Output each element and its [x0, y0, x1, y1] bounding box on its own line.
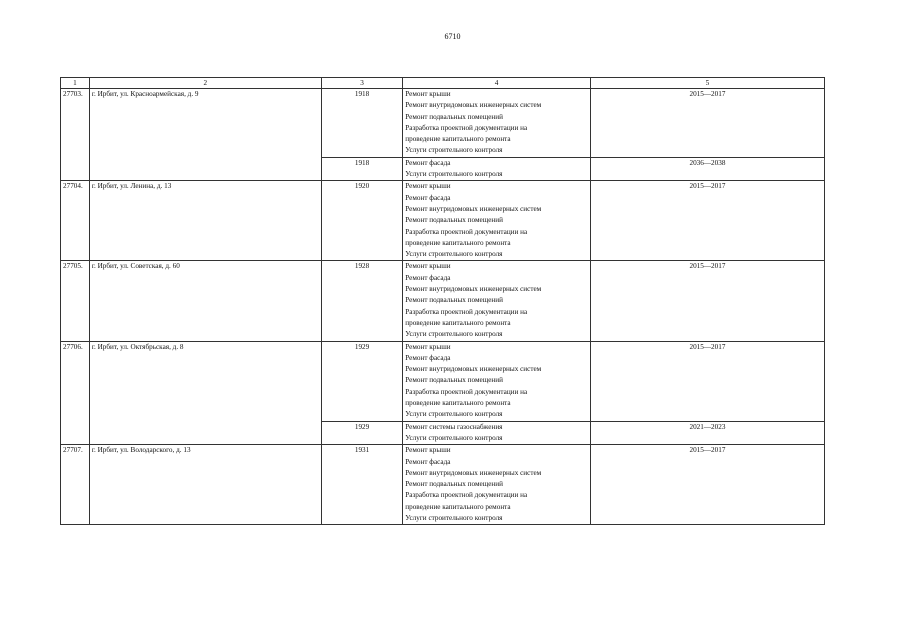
- work-item: Ремонт подвальных помещений: [405, 480, 503, 489]
- repair-period: 2036—2038: [590, 157, 824, 181]
- repair-period: 2015—2017: [590, 445, 824, 525]
- column-header: 2: [89, 78, 321, 89]
- work-item: Разработка проектной документации на: [405, 387, 528, 396]
- repair-schedule-table: [60, 77, 825, 525]
- work-item: Разработка проектной документации на: [405, 307, 528, 316]
- entry-number: 27703.: [61, 89, 90, 181]
- work-item: проведение капитального ремонта: [405, 399, 511, 408]
- build-year: 1928: [321, 261, 402, 341]
- entry-address: г. Ирбит, ул. Советская, д. 60: [89, 261, 321, 341]
- work-item: Услуги строительного контроля: [405, 330, 503, 339]
- column-header: 3: [321, 78, 402, 89]
- work-item: проведение капитального ремонта: [405, 318, 511, 327]
- works-list: [403, 181, 591, 261]
- work-item: Ремонт подвальных помещений: [405, 112, 503, 121]
- work-item: Ремонт внутридомовых инженерных систем: [405, 365, 542, 374]
- build-year: 1920: [321, 181, 402, 261]
- work-item: Ремонт крыши: [405, 182, 451, 191]
- column-header: 1: [61, 78, 90, 89]
- entry-number: 27707.: [61, 445, 90, 525]
- work-item: Ремонт внутридомовых инженерных систем: [405, 204, 542, 213]
- work-item: Ремонт крыши: [405, 342, 451, 351]
- entry-number: 27705.: [61, 261, 90, 341]
- work-item: Услуги строительного контроля: [405, 170, 503, 179]
- work-item: Услуги строительного контроля: [405, 146, 503, 155]
- entry-address: г. Ирбит, ул. Октябрьская, д. 8: [89, 341, 321, 445]
- repair-period: 2015—2017: [590, 261, 824, 341]
- entry-address: г. Ирбит, ул. Володарского, д. 13: [89, 445, 321, 525]
- work-item: Ремонт фасада: [405, 353, 451, 362]
- work-item: Ремонт подвальных помещений: [405, 296, 503, 305]
- work-item: Ремонт системы газоснабжения: [405, 422, 503, 431]
- work-item: Ремонт фасада: [405, 193, 451, 202]
- work-item: Услуги строительного контроля: [405, 410, 503, 419]
- repair-period: 2015—2017: [590, 341, 824, 421]
- work-item: Ремонт крыши: [405, 90, 451, 98]
- repair-period: 2015—2017: [590, 181, 824, 261]
- repair-period: 2015—2017: [590, 89, 824, 158]
- work-item: Разработка проектной документации на: [405, 123, 528, 132]
- build-year: 1931: [321, 445, 402, 525]
- build-year: 1929: [321, 341, 402, 421]
- column-header: 5: [590, 78, 824, 89]
- works-list: [403, 261, 591, 341]
- header-row: [61, 78, 825, 89]
- works-list: [403, 341, 591, 421]
- entry-number: 27704.: [61, 181, 90, 261]
- work-item: Ремонт внутридомовых инженерных систем: [405, 101, 542, 110]
- build-year: 1918: [321, 157, 402, 181]
- repair-period: 2021—2023: [590, 421, 824, 445]
- works-list: [403, 445, 591, 525]
- work-item: Услуги строительного контроля: [405, 433, 503, 442]
- entry-address: г. Ирбит, ул. Красноармейская, д. 9: [89, 89, 321, 181]
- works-list: [403, 89, 591, 158]
- work-item: Услуги строительного контроля: [405, 250, 503, 259]
- table-row: [61, 261, 825, 341]
- page-number: 6710: [444, 32, 461, 41]
- table-row: [61, 181, 825, 261]
- build-year: 1918: [321, 89, 402, 158]
- work-item: Ремонт крыши: [405, 446, 451, 455]
- works-list: [403, 421, 591, 445]
- entry-address: г. Ирбит, ул. Ленина, д. 13: [89, 181, 321, 261]
- work-item: Ремонт крыши: [405, 262, 451, 271]
- entry-number: 27706.: [61, 341, 90, 445]
- table-row: [61, 445, 825, 525]
- work-item: Ремонт подвальных помещений: [405, 216, 503, 225]
- work-item: Ремонт внутридомовых инженерных систем: [405, 468, 542, 477]
- work-item: проведение капитального ремонта: [405, 238, 511, 247]
- work-item: Ремонт фасада: [405, 273, 451, 282]
- table-row: [61, 89, 825, 158]
- work-item: Разработка проектной документации на: [405, 491, 528, 500]
- work-item: проведение капитального ремонта: [405, 135, 511, 144]
- work-item: Ремонт фасада: [405, 158, 451, 167]
- works-list: [403, 157, 591, 181]
- table-row: [61, 341, 825, 421]
- work-item: проведение капитального ремонта: [405, 502, 511, 511]
- work-item: Ремонт фасада: [405, 457, 451, 466]
- column-header: 4: [403, 78, 591, 89]
- work-item: Ремонт подвальных помещений: [405, 376, 503, 385]
- build-year: 1929: [321, 421, 402, 445]
- table-body: [61, 89, 825, 525]
- work-item: Разработка проектной документации на: [405, 227, 528, 236]
- work-item: Ремонт внутридомовых инженерных систем: [405, 285, 542, 294]
- work-item: Услуги строительного контроля: [405, 513, 503, 522]
